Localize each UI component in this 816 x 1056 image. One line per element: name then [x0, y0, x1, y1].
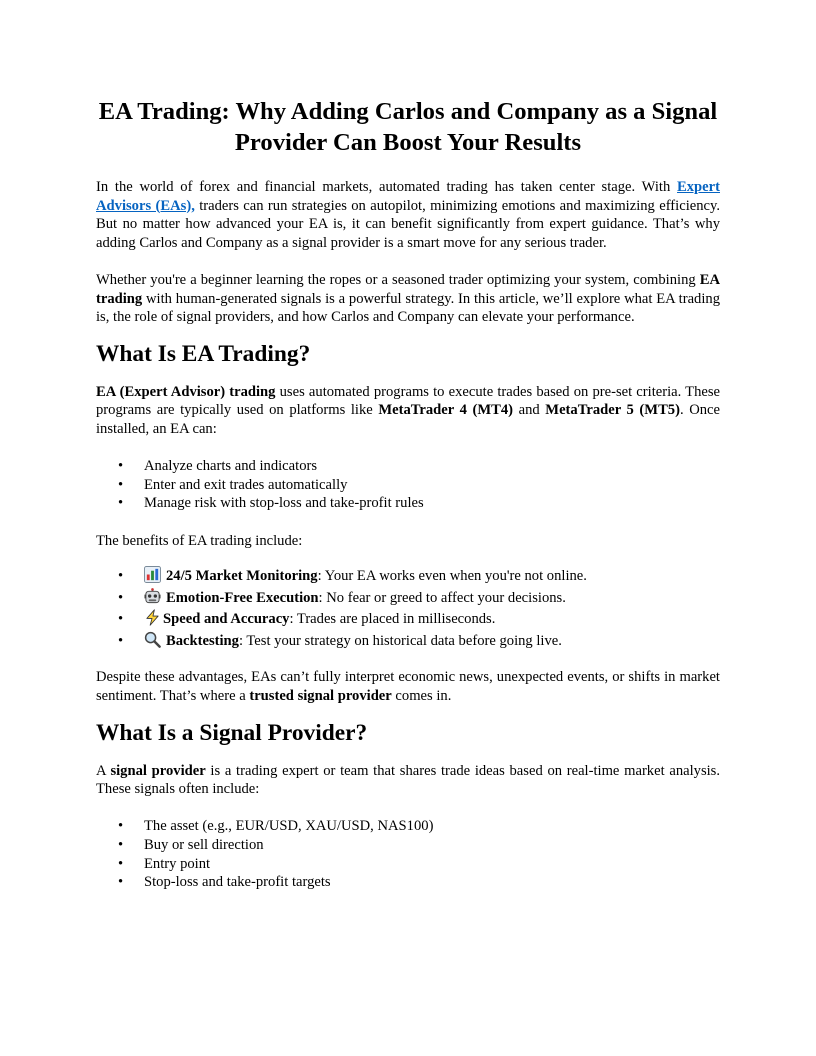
intro-p1-before-link: In the world of forex and financial markets, automated trading has taken center stage. With [96, 179, 678, 195]
list-item [96, 631, 720, 653]
benefit-title: Speed and Accuracy [163, 611, 290, 628]
sp-text-2: is a trading expert or team that shares trade ideas based on real-time market analysis. These signals often include: [96, 762, 721, 798]
intro-p2-after-bold: with human-generated signals is a powerful strategy. In this article, we’ll explore what EA trading is, the role of signal providers, and how Carlos and Company can elevate your performance. [96, 290, 720, 326]
sp-bold: signal provider [110, 762, 206, 779]
benefit-text: : No fear or greed to affect your decisions. [318, 589, 566, 606]
ea-definition-bold: EA (Expert Advisor) trading [96, 383, 276, 400]
ea-capabilities-list [96, 457, 720, 513]
robot-icon [144, 588, 161, 605]
bar-chart-icon [144, 566, 161, 583]
mt4-bold: MetaTrader 4 (MT4) [378, 402, 514, 419]
benefit-text: : Trades are placed in milliseconds. [289, 611, 496, 628]
list-item [96, 609, 720, 631]
ea-text-1: uses automated programs to execute trades based on pre-set criteria. These programs are typically used on platforms like [96, 383, 721, 419]
bullet: • [118, 837, 124, 854]
list-item-text: Manage risk with stop-loss and take-profit rules [144, 495, 424, 512]
list-item [96, 817, 720, 836]
list-item [96, 476, 720, 495]
list-item-text: Stop-loss and take-profit targets [144, 874, 331, 891]
bullet: • [118, 568, 124, 585]
page-title: EA Trading: Why Adding Carlos and Company as a Signal Provider Can Boost Your Results [98, 98, 718, 156]
signal-contents-list [96, 817, 720, 891]
list-item-text: Entry point [144, 855, 211, 872]
benefits-intro: The benefits of EA trading include: [96, 532, 303, 549]
list-item [96, 588, 720, 610]
closing-bold: trusted signal provider [249, 688, 392, 705]
benefit-title: Backtesting [166, 632, 239, 649]
intro-p2-before-bold: Whether you're a beginner learning the ropes or a seasoned trader optimizing your system, combining [96, 271, 700, 288]
benefit-title: 24/5 Market Monitoring [166, 568, 318, 585]
intro-paragraph-1 [96, 178, 720, 252]
signal-provider-paragraph [96, 762, 720, 799]
closing-text-2: comes in. [391, 688, 452, 705]
benefit-text: : Your EA works even when you're not online. [317, 568, 587, 585]
bullet: • [118, 458, 124, 475]
bullet: • [118, 476, 124, 493]
bullet: • [118, 818, 124, 835]
sp-text-1: A [96, 762, 111, 779]
section-heading-signal-provider: What Is a Signal Provider? [96, 719, 368, 746]
section-heading-ea-trading: What Is EA Trading? [96, 340, 311, 367]
magnifier-icon [144, 631, 161, 648]
benefit-text: : Test your strategy on historical data before going live. [238, 632, 562, 649]
bullet: • [118, 589, 124, 606]
bullet: • [118, 855, 124, 872]
benefits-list [96, 566, 720, 652]
intro-paragraph-2 [96, 271, 720, 327]
closing-text-1: Despite these advantages, EAs can’t fully interpret economic news, unexpected events, or shifts in market sentiment. That’s where a [96, 669, 720, 705]
bullet: • [118, 632, 124, 649]
list-item-text: Analyze charts and indicators [144, 458, 318, 475]
list-item [96, 873, 720, 892]
list-item [96, 494, 720, 513]
bullet: • [118, 874, 124, 891]
bullet: • [118, 611, 124, 628]
list-item [96, 836, 720, 855]
bullet: • [118, 495, 124, 512]
lightning-icon [144, 609, 161, 626]
expert-advisors-link[interactable]: Expert Advisors (EAs), [96, 179, 720, 214]
document-page [96, 96, 720, 892]
mt5-bold: MetaTrader 5 (MT5) [545, 402, 680, 419]
list-item [96, 457, 720, 476]
list-item-text: The asset (e.g., EUR/USD, XAU/USD, NAS100) [144, 818, 434, 835]
list-item [96, 855, 720, 874]
intro-p1-after-link: traders can run strategies on autopilot, minimizing emotions and maximizing efficiency. But no matter how advanced your EA is, it can benefit significantly from expert guidance. That’s why adding Carlos and Company as a signal provider is a smart move for any serious trader. [96, 197, 720, 251]
list-item-text: Enter and exit trades automatically [144, 476, 348, 493]
ea-closing-paragraph [96, 668, 720, 705]
list-item [96, 566, 720, 588]
ea-and: and [513, 402, 546, 419]
intro-p2-bold: EA trading [96, 271, 720, 307]
ea-trading-paragraph [96, 383, 720, 439]
ea-text-2: . Once installed, an EA can: [96, 402, 721, 437]
benefit-title: Emotion-Free Execution [166, 589, 319, 606]
list-item-text: Buy or sell direction [144, 837, 264, 854]
